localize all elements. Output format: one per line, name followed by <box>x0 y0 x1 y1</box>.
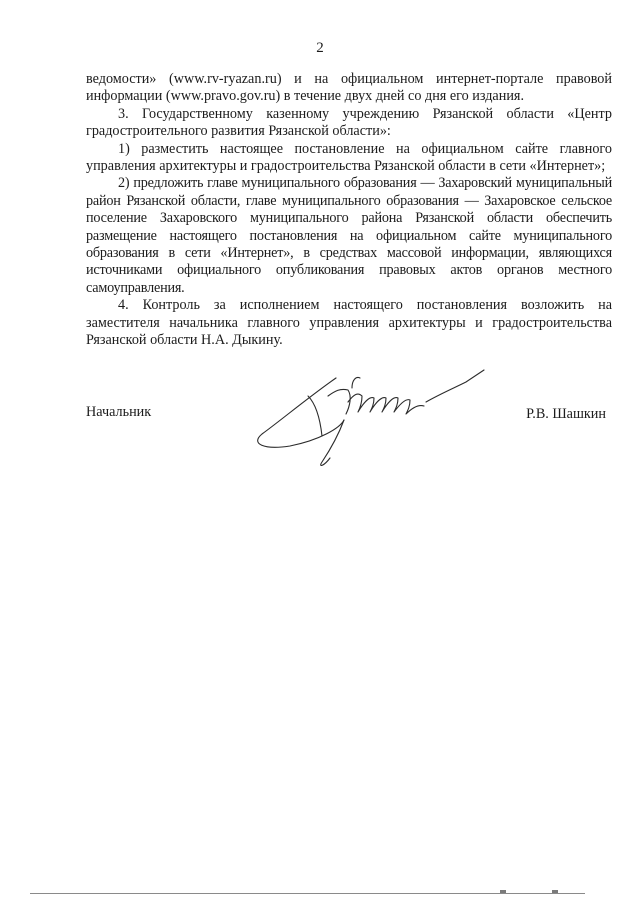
signatory-title: Начальник <box>86 404 152 420</box>
paragraph-item-4: 4. Контроль за исполнением настоящего постановления возложить на заместителя начальника главного управления архитектуры и градостроительства Рязанской области Н.А. Дыкину. <box>86 297 612 349</box>
handwritten-signature <box>240 366 500 476</box>
paragraph-subitem-1: 1) разместить настоящее постановление на официальном сайте главного управления архитектуры и градостроительства Рязанской области в сети «Интернет»; <box>86 140 612 175</box>
paragraph-item-3: 3. Государственному казенному учреждению Рязанской области «Центр градостроительного развития Рязанской области»: <box>86 105 612 140</box>
document-body <box>86 71 612 350</box>
paragraph-continuation: ведомости» (www.rv-ryazan.ru) и на официальном интернет-портале правовой информации (www.pravo.gov.ru) в течение двух дней со дня его издания. <box>86 71 612 105</box>
scan-mark <box>552 890 558 893</box>
paragraph-subitem-2: 2) предложить главе муниципального образования — Захаровский муниципальный район Рязанской области, главе муниципального образования — Захаровское сельское поселение Захаровского муниципального района Рязанской области обеспечить размещение настоящего постановления на официальном сайте муниципального образования в сети «Интернет», в средствах массовой информации, являющихся источниками официального опубликования правовых актов органов местного самоуправления. <box>86 175 612 296</box>
page-number: 2 <box>316 40 324 56</box>
scan-mark <box>500 890 506 893</box>
bottom-rule <box>30 893 585 894</box>
signatory-name: Р.В. Шашкин <box>526 406 606 422</box>
